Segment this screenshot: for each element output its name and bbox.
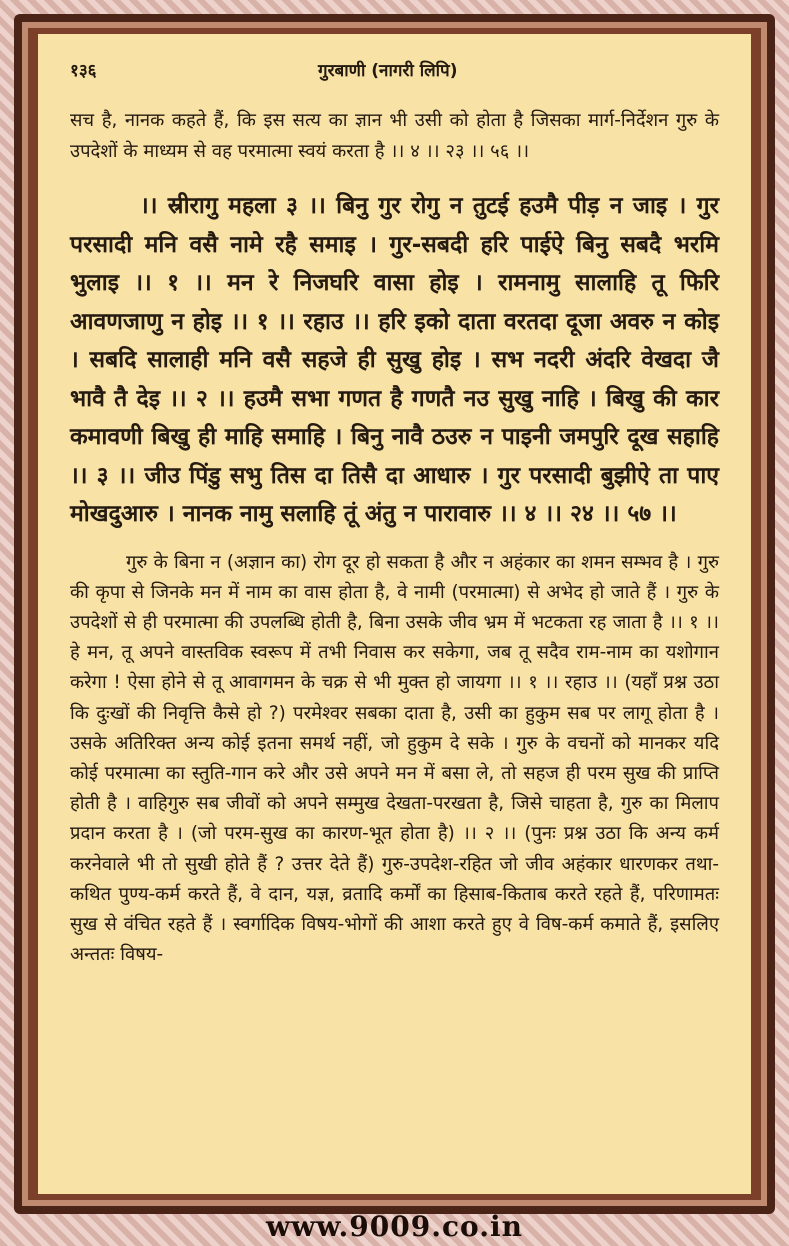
- page-content: [38, 34, 751, 1194]
- page-title: गुरबाणी (नागरी लिपि): [318, 61, 458, 81]
- page-number: १३६: [70, 61, 97, 81]
- website-footer: www.9009.co.in: [266, 1210, 523, 1243]
- explanation-paragraph: गुरु के बिना न (अज्ञान का) रोग दूर हो सकता है और न अहंकार का शमन सम्भव है । गुरु की कृपा से जिनके मन में नाम का वास होता है, वे नामी (परमात्मा) से अभेद हो जाते हैं । गुरु के उपदेशों से ही परमात्मा की उपलब्धि होती है, बिना उसके जीव भ्रम में भटकता रह जाता है ।। १ ।। हे मन, तू अपने वास्तविक स्वरूप में तभी निवास कर सकेगा, जब तू सदैव राम-नाम का यशोगान करेगा ! ऐसा होने से तू आवागमन के चक्र से भी मुक्त हो जायगा ।। १ ।। रहाउ ।। (यहाँ प्रश्न उठा कि दुःखों की निवृत्ति कैसे हो ?) परमेश्वर सबका दाता है, उसी का हुकुम सब पर लागू होता है । उसके अतिरिक्त अन्य कोई इतना समर्थ नहीं, जो हुकुम दे सके । गुरु के वचनों को मानकर यदि कोई परमात्मा का स्तुति-गान करे और उसे अपने मन में बसा ले, तो सहज ही परम सुख की प्राप्ति होती है । वाहिगुरु सब जीवों को अपने सम्मुख देखता-परखता है, जिसे चाहता है, गुरु का मिलाप प्रदान करता है । (जो परम-सुख का कारण-भूत होता है) ।। २ ।। (पुनः प्रश्न उठा कि अन्य कर्म करनेवाले भी तो सुखी होते हैं ? उत्तर देते हैं) गुरु-उपदेश-रहित जो जीव अहंकार धारणकर तथा-कथित पुण्य-कर्म करते हैं, वे दान, यज्ञ, व्रतादि कर्मों का हिसाब-किताब करते रहते हैं, परिणामतः सुख से वंचित रहते हैं । स्वर्गादिक विषय-भोगों की आशा करते हुए वे विष-कर्म कमाते हैं, इसलिए अन्ततः विषय-: [70, 551, 719, 966]
- page-header: [70, 58, 719, 81]
- intro-paragraph: सच है, नानक कहते हैं, कि इस सत्य का ज्ञान भी उसी को होता है जिसका मार्ग-निर्देशन गुरु के उपदेशों के माध्यम से वह परमात्मा स्वयं करता है ।। ४ ।। २३ ।। ५६ ।।: [70, 110, 719, 162]
- gurbani-verse: ।। स्रीरागु महला ३ ।। बिनु गुर रोगु न तुटई हउमै पीड़ न जाइ । गुर परसादी मनि वसै नामे रहै समाइ । गुर-सबदी हरि पाईऐ बिनु सबदै भरमि भुलाइ ।। १ ।। मन रे निजघरि वासा होइ । रामनामु सालाहि तू फिरि आवणजाणु न होइ ।। १ ।। रहाउ ।। हरि इको दाता वरतदा दूजा अवरु न कोइ । सबदि सालाही मनि वसै सहजे ही सुखु होइ । सभ नदरी अंदरि वेखदा जै भावै तै देइ ।। २ ।। हउमै सभा गणत है गणतै नउ सुखु नाहि । बिखु की कार कमावणी बिखु ही माहि समाहि । बिनु नावै ठउरु न पाइनी जमपुरि दूख सहाहि ।। ३ ।। जीउ पिंडु सभु तिस दा तिसै दा आधारु । गुर परसादी बुझीऐ ता पाए मोखदुआरु । नानक नामु सलाहि तूं अंतु न पारावारु ।। ४ ।। २४ ।। ५७ ।।: [70, 193, 719, 527]
